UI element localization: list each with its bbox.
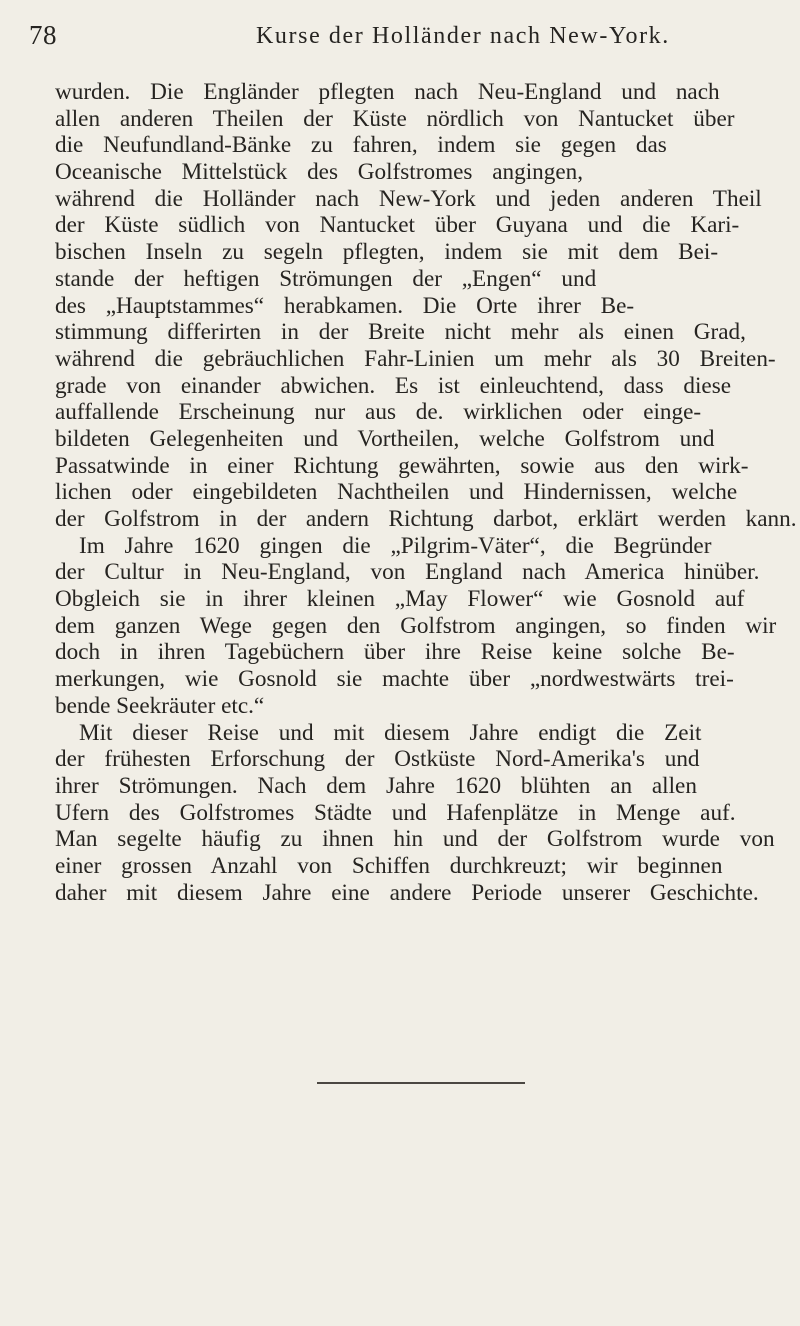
text-line: bildeten Gelegenheiten und Vortheilen, welche Golfstrom und xyxy=(55,425,715,452)
text-line: doch in ihren Tagebüchern über ihre Reise keine solche Be- xyxy=(55,639,735,666)
text-line: Mit dieser Reise und mit diesem Jahre endigt die Zeit xyxy=(79,719,702,746)
section-divider xyxy=(317,1082,525,1084)
text-line: merkungen, wie Gosnold sie machte über „nordwestwärts trei- xyxy=(55,666,734,693)
text-line: stimmung differirten in der Breite nicht mehr als einen Grad, xyxy=(55,319,746,346)
text-line: einer grossen Anzahl von Schiffen durchkreuzt; wir beginnen xyxy=(55,852,723,879)
text-line: Man segelte häufig zu ihnen hin und der Golfstrom wurde von xyxy=(55,826,775,853)
page-number: 78 xyxy=(29,20,57,50)
body-text xyxy=(55,79,797,906)
text-line: Obgleich sie in ihrer kleinen „May Flower“ wie Gosnold auf xyxy=(55,586,745,613)
text-line: Oceanische Mittelstück des Golfstromes angingen, xyxy=(55,159,584,186)
text-line: allen anderen Theilen der Küste nördlich von Nantucket über xyxy=(55,105,735,132)
page-header xyxy=(29,18,769,52)
text-line: auffallende Erscheinung nur aus de. wirklichen oder einge- xyxy=(55,399,702,426)
running-head: Kurse der Holländer nach New-York. xyxy=(256,23,670,49)
text-line: stande der heftigen Strömungen der „Engen“ und xyxy=(55,265,597,292)
text-line: daher mit diesem Jahre eine andere Periode unserer Geschichte. xyxy=(55,879,759,906)
text-line: dem ganzen Wege gegen den Golfstrom angingen, so finden wir xyxy=(55,612,777,639)
text-line: während die Holländer nach New-York und jeden anderen Theil xyxy=(55,185,762,212)
text-line: während die gebräuchlichen Fahr-Linien um mehr als 30 Breiten- xyxy=(55,345,776,372)
text-line: bende Seekräuter etc.“ xyxy=(55,692,265,719)
text-line: die Neufundland-Bänke zu fahren, indem sie gegen das xyxy=(55,132,667,159)
text-line: des „Hauptstammes“ herabkamen. Die Orte ihrer Be- xyxy=(55,292,635,319)
text-line: Ufern des Golfstromes Städte und Hafenplätze in Menge auf. xyxy=(55,799,736,826)
text-line: Im Jahre 1620 gingen die „Pilgrim-Väter“, die Begründer xyxy=(79,532,712,559)
text-line: Passatwinde in einer Richtung gewährten, sowie aus den wirk- xyxy=(55,452,749,479)
text-line: wurden. Die Engländer pflegten nach Neu-England und nach xyxy=(55,79,720,105)
text-line: ihrer Strömungen. Nach dem Jahre 1620 blühten an allen xyxy=(55,772,697,799)
text-line: der Cultur in Neu-England, von England nach America hinüber. xyxy=(55,559,760,586)
text-line: lichen oder eingebildeten Nachtheilen und Hindernissen, welche xyxy=(55,479,738,506)
text-line: der Golfstrom in der andern Richtung darbot, erklärt werden kann. xyxy=(55,506,797,532)
text-line: der frühesten Erforschung der Ostküste Nord-Amerika's und xyxy=(55,746,700,773)
text-line: bischen Inseln zu segeln pflegten, indem sie mit dem Bei- xyxy=(55,239,719,266)
text-line: der Küste südlich von Nantucket über Guyana und die Kari- xyxy=(55,212,740,239)
text-line: grade von einander abwichen. Es ist einleuchtend, dass diese xyxy=(55,372,732,399)
